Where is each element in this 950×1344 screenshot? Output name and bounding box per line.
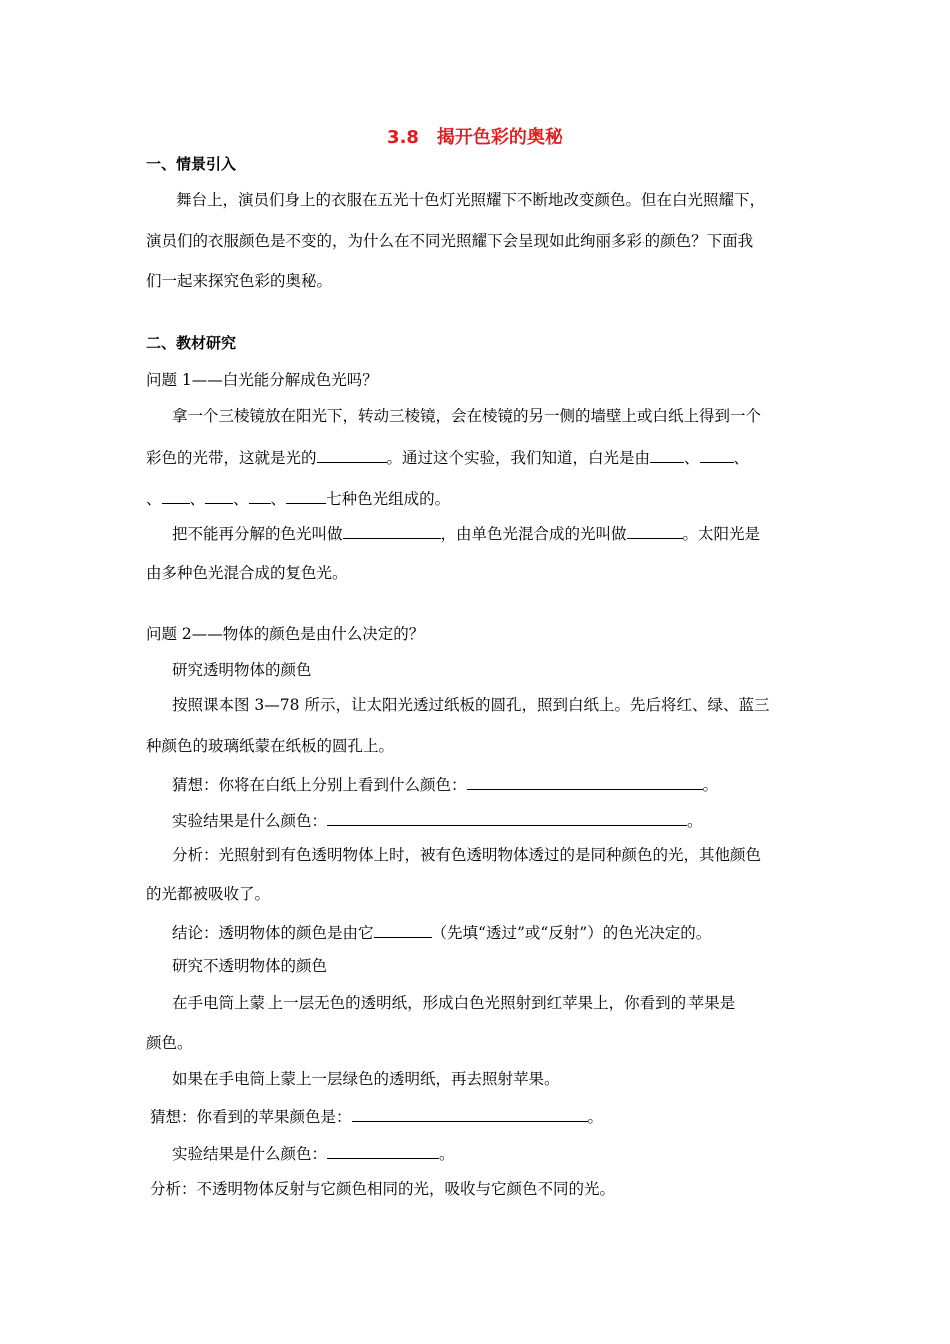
analysis-2: 分析：不透明物体反射与它颜色相同的光，吸收与它颜色不同的光。 — [150, 1180, 616, 1198]
blank-color-1[interactable] — [650, 446, 684, 463]
blank-color-4[interactable] — [205, 487, 233, 504]
punctuation-dot: . — [686, 998, 689, 1007]
analysis-1-line-2: 的光都被吸收了。 — [146, 885, 271, 903]
question-2-title: 问题 2——物体的颜色是由什么决定的？ — [146, 625, 425, 643]
intro-line-3: 们一起来探究色彩的奥秘。 — [146, 272, 333, 290]
intro-line-1: 舞台上，演员们身上的衣服在五光十色灯光照耀下不断地改变颜色。但在白光照耀下， — [176, 191, 766, 209]
opaque-line-2: 颜色。 — [146, 1034, 193, 1052]
analysis-1-line-1: 分析：光照射到有色透明物体上时，被有色透明物体透过的是同种颜色的光，其他颜色 — [172, 846, 762, 864]
blank-result-2[interactable] — [327, 1142, 439, 1159]
section-heading-study: 二、教材研究 — [146, 334, 237, 352]
question-1-title: 问题 1——白光能分解成色光吗？ — [146, 371, 378, 389]
blank-compound-light[interactable] — [627, 522, 683, 539]
guess-1: 猜想：你将在白纸上分别上看到什么颜色： 。 — [172, 773, 836, 795]
blank-guess-2[interactable] — [352, 1105, 588, 1122]
conclusion-1: 结论：透明物体的颜色是由它 （先填“透过”或“反射”）的色光决定的。 — [172, 921, 836, 943]
q2-subheading-transparent: 研究透明物体的颜色 — [172, 661, 312, 679]
punctuation-dot: . — [265, 998, 268, 1007]
result-1: 实验结果是什么颜色： 。 — [172, 809, 836, 831]
blank-result-1[interactable] — [327, 809, 687, 826]
blank-conclusion-1[interactable] — [374, 921, 432, 938]
q2-line-1: 按照课本图 3—78 所示，让太阳光透过纸板的圆孔，照到白纸上。先后将红、绿、蓝三 — [172, 696, 770, 714]
section-heading-intro: 一、情景引入 — [146, 155, 237, 173]
q1-line-1: 拿一个三棱镜放在阳光下，转动三棱镜，会在棱镜的另一侧的墙壁上或白纸上得到一个 — [172, 407, 762, 425]
blank-monochromatic[interactable] — [343, 522, 441, 539]
q2-subheading-opaque: 研究不透明物体的颜色 — [172, 957, 328, 975]
q2-line-2: 种颜色的玻璃纸蒙在纸板的圆孔上。 — [146, 737, 395, 755]
page-title: 3.8 揭开色彩的奥秘 — [387, 127, 563, 148]
blank-color-2[interactable] — [700, 446, 734, 463]
punctuation-dot: . — [642, 236, 645, 245]
blank-color-3[interactable] — [162, 487, 190, 504]
blank-color-6[interactable] — [286, 487, 326, 504]
intro-line-2: 演员们的衣服颜色是不变的，为什么在不同光照耀下会呈现如此绚丽多彩.的颜色？下面我 — [146, 232, 754, 250]
guess-2: 猜想：你看到的苹果颜色是： 。 — [150, 1105, 814, 1127]
result-2: 实验结果是什么颜色： 。 — [172, 1142, 836, 1164]
blank-color-5[interactable] — [249, 487, 271, 504]
blank-guess-1[interactable] — [467, 773, 703, 790]
opaque-line-3: 如果在手电筒上蒙上一层绿色的透明纸，再去照射苹果。 — [172, 1070, 560, 1088]
blank-dispersion[interactable] — [317, 446, 387, 463]
q1-line-5: 由多种色光混合成的复色光。 — [146, 564, 348, 582]
q1-line-3: 、 、 、 、 七种色光组成的。 — [146, 487, 810, 509]
q1-line-4: 把不能再分解的色光叫做 ，由单色光混合成的光叫做 。太阳光是 — [172, 522, 836, 544]
q1-line-2: 彩色的光带，这就是光的 。通过这个实验，我们知道，白光是由 、 、 — [146, 446, 810, 468]
opaque-line-1: 在手电筒上蒙.上一层无色的透明纸，形成白色光照射到红苹果上，你看到的.苹果是 — [172, 994, 736, 1012]
